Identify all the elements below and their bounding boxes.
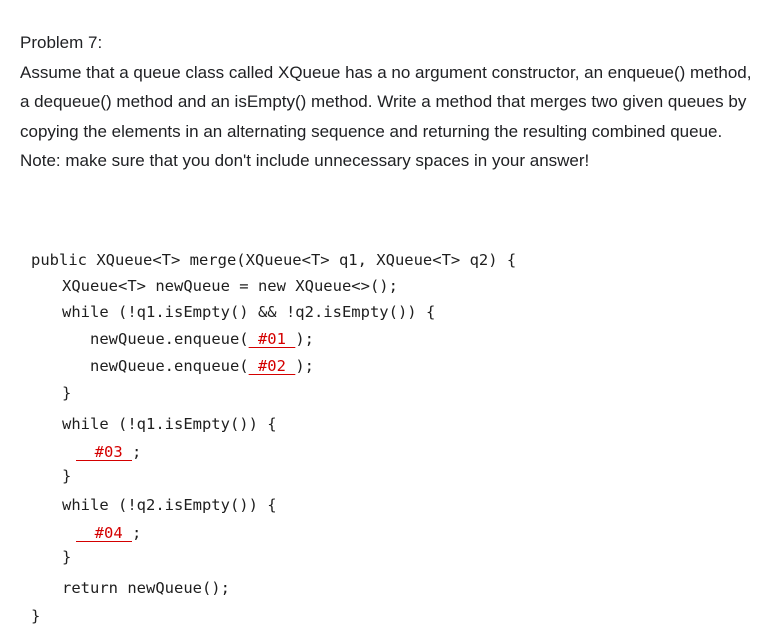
problem-statement (20, 28, 755, 176)
code-close-brace: } (62, 548, 72, 566)
blank-04[interactable]: #04 (76, 524, 132, 542)
blank-01[interactable]: #01 (248, 330, 296, 348)
problem-title: Problem 7: (20, 33, 103, 52)
code-line-enqueue-1 (90, 329, 314, 349)
code-close-brace: } (62, 467, 72, 485)
problem-description: Assume that a queue class called XQueue has a no argument constructor, an enqueue() method, a dequeue() method and an isEmpty() method. Write a method that merges two given queues by copying the elements in an alternating sequence and returning the resulting combined queue. (20, 62, 752, 141)
code-text: ); (295, 357, 314, 375)
code-close-brace: } (62, 384, 72, 402)
code-line-while-both: while (!q1.isEmpty() && !q2.isEmpty()) { (62, 303, 436, 321)
code-line-blank-03 (76, 442, 141, 462)
code-line-return: return newQueue(); (62, 579, 230, 597)
code-line-method-signature: public XQueue<T> merge(XQueue<T> q1, XQueue<T> q2) { (31, 251, 517, 269)
code-line-blank-04 (76, 523, 141, 543)
code-line-new-queue: XQueue<T> newQueue = new XQueue<>(); (62, 277, 398, 295)
code-text: newQueue.enqueue( (90, 357, 249, 375)
blank-03[interactable]: #03 (76, 443, 132, 461)
problem-note: Note: make sure that you don't include unnecessary spaces in your answer! (20, 151, 590, 171)
code-text: ; (132, 524, 142, 542)
code-text: ); (295, 330, 314, 348)
code-close-brace: } (31, 607, 41, 625)
blank-02[interactable]: #02 (248, 357, 296, 375)
code-line-while-q1: while (!q1.isEmpty()) { (62, 415, 277, 433)
code-text: ; (132, 443, 142, 461)
code-text: newQueue.enqueue( (90, 330, 249, 348)
code-line-while-q2: while (!q2.isEmpty()) { (62, 496, 277, 514)
code-line-enqueue-2 (90, 356, 314, 376)
